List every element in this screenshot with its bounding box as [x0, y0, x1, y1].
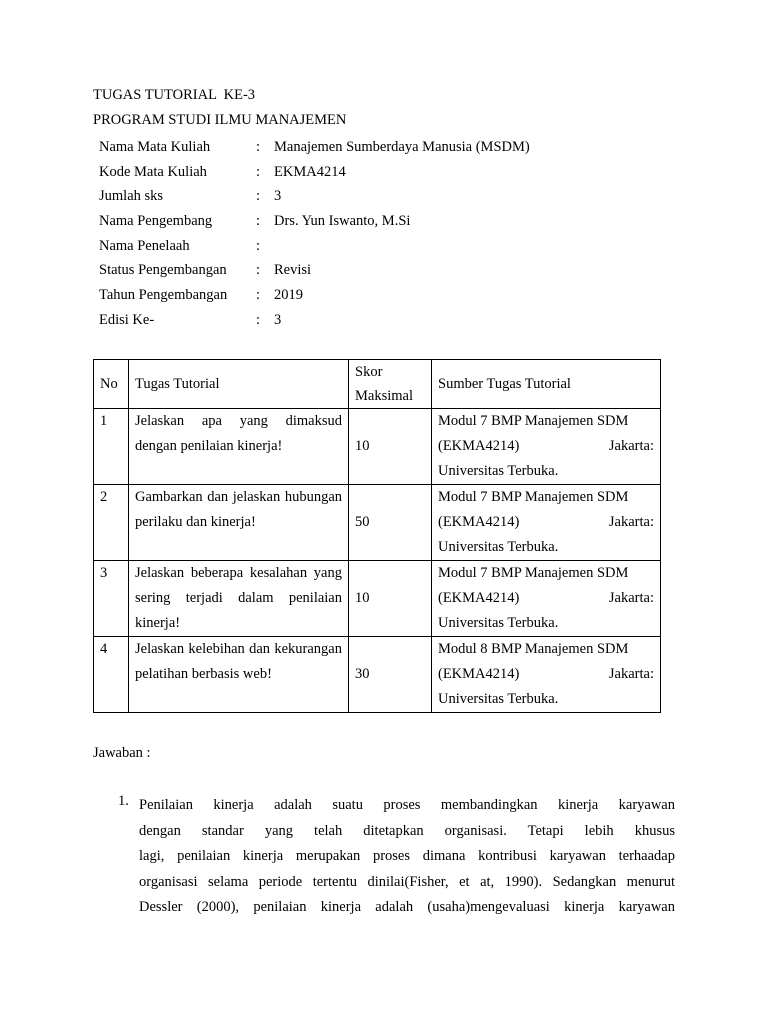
course-info-colon: :	[256, 262, 261, 279]
table-row	[94, 409, 661, 485]
course-info-row	[99, 186, 599, 211]
column-header-sumber: Sumber Tugas Tutorial	[432, 360, 661, 409]
course-info-colon: :	[256, 311, 261, 328]
course-info-value: EKMA4214	[274, 163, 346, 180]
course-info-colon: :	[256, 163, 261, 180]
course-info-colon: :	[256, 188, 261, 205]
cell-no: 4	[94, 637, 129, 713]
cell-tugas: Jelaskan apa yang dimaksud dengan penilaian kinerja!	[129, 409, 349, 485]
cell-sumber	[432, 637, 661, 713]
answer-line: Penilaian kinerja adalah suatu proses membandingkan kinerja karyawan	[139, 797, 675, 813]
cell-skor: 30	[349, 637, 432, 713]
answer-line: organisasi selama periode tertentu dinilai(Fisher, et at, 1990). Sedangkan menurut	[139, 873, 675, 890]
cell-sumber	[432, 485, 661, 561]
sumber-line: Modul 7 BMP Manajemen SDM	[438, 489, 629, 505]
table-row	[94, 485, 661, 561]
column-header-tugas: Tugas Tutorial	[129, 360, 349, 409]
course-info-row	[99, 260, 599, 285]
course-info-row	[99, 236, 599, 261]
answer-text	[139, 793, 675, 921]
course-info-row	[99, 137, 599, 162]
cell-skor: 10	[349, 409, 432, 485]
course-info-value: 3	[274, 188, 282, 205]
sumber-line: (EKMA4214) Jakarta:	[438, 590, 654, 606]
answer-heading: Jawaban :	[93, 745, 151, 761]
sumber-line: (EKMA4214) Jakarta:	[438, 438, 654, 454]
cell-sumber	[432, 409, 661, 485]
sumber-line: Universitas Terbuka.	[438, 691, 559, 707]
course-info-row	[99, 285, 599, 310]
cell-tugas: Jelaskan kelebihan dan kekurangan pelatihan berbasis web!	[129, 637, 349, 713]
sumber-line: Modul 8 BMP Manajemen SDM	[438, 641, 629, 657]
program-title: PROGRAM STUDI ILMU MANAJEMEN	[93, 112, 347, 128]
course-info-label: Nama Mata Kuliah	[99, 139, 211, 155]
course-info-colon: :	[256, 237, 261, 254]
course-info-label: Edisi Ke-	[99, 311, 155, 328]
answer-line: Dessler (2000), penilaian kinerja adalah (usaha)mengevaluasi kinerja karyawan	[139, 899, 675, 915]
course-info-label: Nama Penelaah	[99, 237, 190, 254]
column-header-skor-line2: Maksimal	[355, 388, 413, 404]
table-header-row	[94, 360, 661, 409]
course-info-row	[99, 310, 599, 335]
sumber-line: Modul 7 BMP Manajemen SDM	[438, 413, 629, 429]
cell-tugas: Jelaskan beberapa kesalahan yang sering terjadi dalam penilaian kinerja!	[129, 561, 349, 637]
sumber-line: Universitas Terbuka.	[438, 539, 559, 555]
course-info-value: 2019	[274, 287, 303, 304]
course-info-value: Drs. Yun Iswanto, M.Si	[274, 213, 411, 230]
course-info-colon: :	[256, 287, 261, 304]
cell-no: 2	[94, 485, 129, 561]
course-info-value: Manajemen Sumberdaya Manusia (MSDM)	[274, 139, 530, 155]
cell-skor: 10	[349, 561, 432, 637]
course-info-label: Nama Pengembang	[99, 213, 213, 230]
cell-tugas: Gambarkan dan jelaskan hubungan perilaku dan kinerja!	[129, 485, 349, 561]
sumber-line: Universitas Terbuka.	[438, 463, 559, 479]
course-info-colon: :	[256, 139, 261, 155]
table-row	[94, 561, 661, 637]
sumber-line: Modul 7 BMP Manajemen SDM	[438, 565, 629, 581]
course-info	[99, 137, 599, 335]
course-info-label: Jumlah sks	[99, 188, 164, 205]
course-info-colon: :	[256, 213, 261, 230]
cell-sumber	[432, 561, 661, 637]
course-info-label: Kode Mata Kuliah	[99, 163, 207, 180]
course-info-row	[99, 162, 599, 187]
column-header-skor	[349, 360, 432, 409]
sumber-line: Universitas Terbuka.	[438, 615, 559, 631]
cell-no: 1	[94, 409, 129, 485]
column-header-no: No	[94, 360, 129, 409]
tutorial-task-table	[93, 359, 661, 713]
table-row	[94, 637, 661, 713]
sumber-line: (EKMA4214) Jakarta:	[438, 514, 654, 530]
answer-number: 1.	[118, 793, 129, 809]
column-header-skor-line1: Skor	[355, 364, 383, 380]
cell-no: 3	[94, 561, 129, 637]
answer-line: dengan standar yang telah ditetapkan organisasi. Tetapi lebih khusus	[139, 822, 675, 839]
course-info-label: Status Pengembangan	[99, 262, 227, 279]
course-info-row	[99, 211, 599, 236]
answer-line: lagi, penilaian kinerja merupakan proses dimana kontribusi karyawan terhaadap	[139, 848, 675, 864]
cell-skor: 50	[349, 485, 432, 561]
course-info-value: 3	[274, 311, 282, 328]
document-title: TUGAS TUTORIAL KE-3	[93, 87, 256, 103]
course-info-value: Revisi	[274, 262, 312, 279]
course-info-label: Tahun Pengembangan	[99, 287, 228, 304]
sumber-line: (EKMA4214) Jakarta:	[438, 666, 654, 682]
